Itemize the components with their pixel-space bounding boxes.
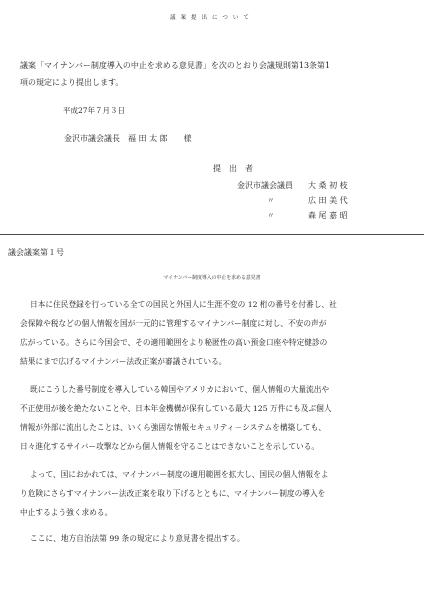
body-line: 会保障や税などの個人情報を国が一元的に管理するマイナンバー制度に対し、不安の声が xyxy=(20,319,327,328)
submitters-heading: 提 出 者 xyxy=(213,164,253,173)
ditto-mark: 〃 xyxy=(267,196,275,205)
body-line: 結果にまで広げるマイナンバー法改正案が審議されている。 xyxy=(20,357,227,366)
submitter-name: 森 尾 嘉 昭 xyxy=(308,211,348,220)
body-line: 広がっている。さらに今国会で、その適用範囲をより秘匿性の高い預金口座や特定健診の xyxy=(20,338,328,347)
body-line: よって、国におかれては、マイナンバー制度の適用範囲を拡大し、国民の個人情報をよ xyxy=(30,470,329,479)
submitter-name: 大 桑 初 枝 xyxy=(308,181,348,190)
body-line: り危険にさらすマイナンバー法改正案を取り下げるとともに、マイナンバー制度の導入を xyxy=(20,489,326,498)
body-line: 既にこうした番号制度を導入している韓国やアメリカにおいて、個人情報の大量流出や xyxy=(30,385,330,394)
ditto-mark: 〃 xyxy=(267,211,275,220)
motion-title: マイナンバー制度導入の中止を求める意見書 xyxy=(163,275,261,281)
body-line: ここに、地方自治法第 99 条の規定により意見書を提出する。 xyxy=(30,534,245,543)
body-line: 情報が外部に流出したことは、いくら強固な情報セキュリティ－システムを構築しても、 xyxy=(20,423,326,432)
intro-line: 議案「マイナンバー制度導入の中止を求める意見書」を次のとおり会議規則第13条第1 xyxy=(20,61,331,70)
body-line: 日本に住民登録を行っている全ての国民と外国人に生涯不変の 12 桁の番号を付番し、社 xyxy=(30,300,337,309)
notice-title: 議案提出について xyxy=(170,15,254,21)
body-line: 日々進化するサイバー攻撃などから個人情報を守ることはできないことを示している。 xyxy=(20,442,320,451)
submission-date: 平成27年７月３日 xyxy=(63,106,126,115)
body-line: 不正使用が後を絶たないことや、日本年金機構が保有している最大 125 万件にも及ぶ個人 xyxy=(20,404,332,413)
intro-line: 項の規定により提出します。 xyxy=(20,78,124,87)
motion-number: 議会議案第１号 xyxy=(8,248,64,257)
submitter-role: 金沢市議会議員 xyxy=(237,181,293,190)
addressee: 金沢市議会議長 福 田 太 郎 様 xyxy=(64,134,192,143)
submitter-name: 広 田 美 代 xyxy=(308,196,348,205)
section-divider xyxy=(0,234,424,235)
body-line: 中止するよう強く求める。 xyxy=(20,508,113,517)
